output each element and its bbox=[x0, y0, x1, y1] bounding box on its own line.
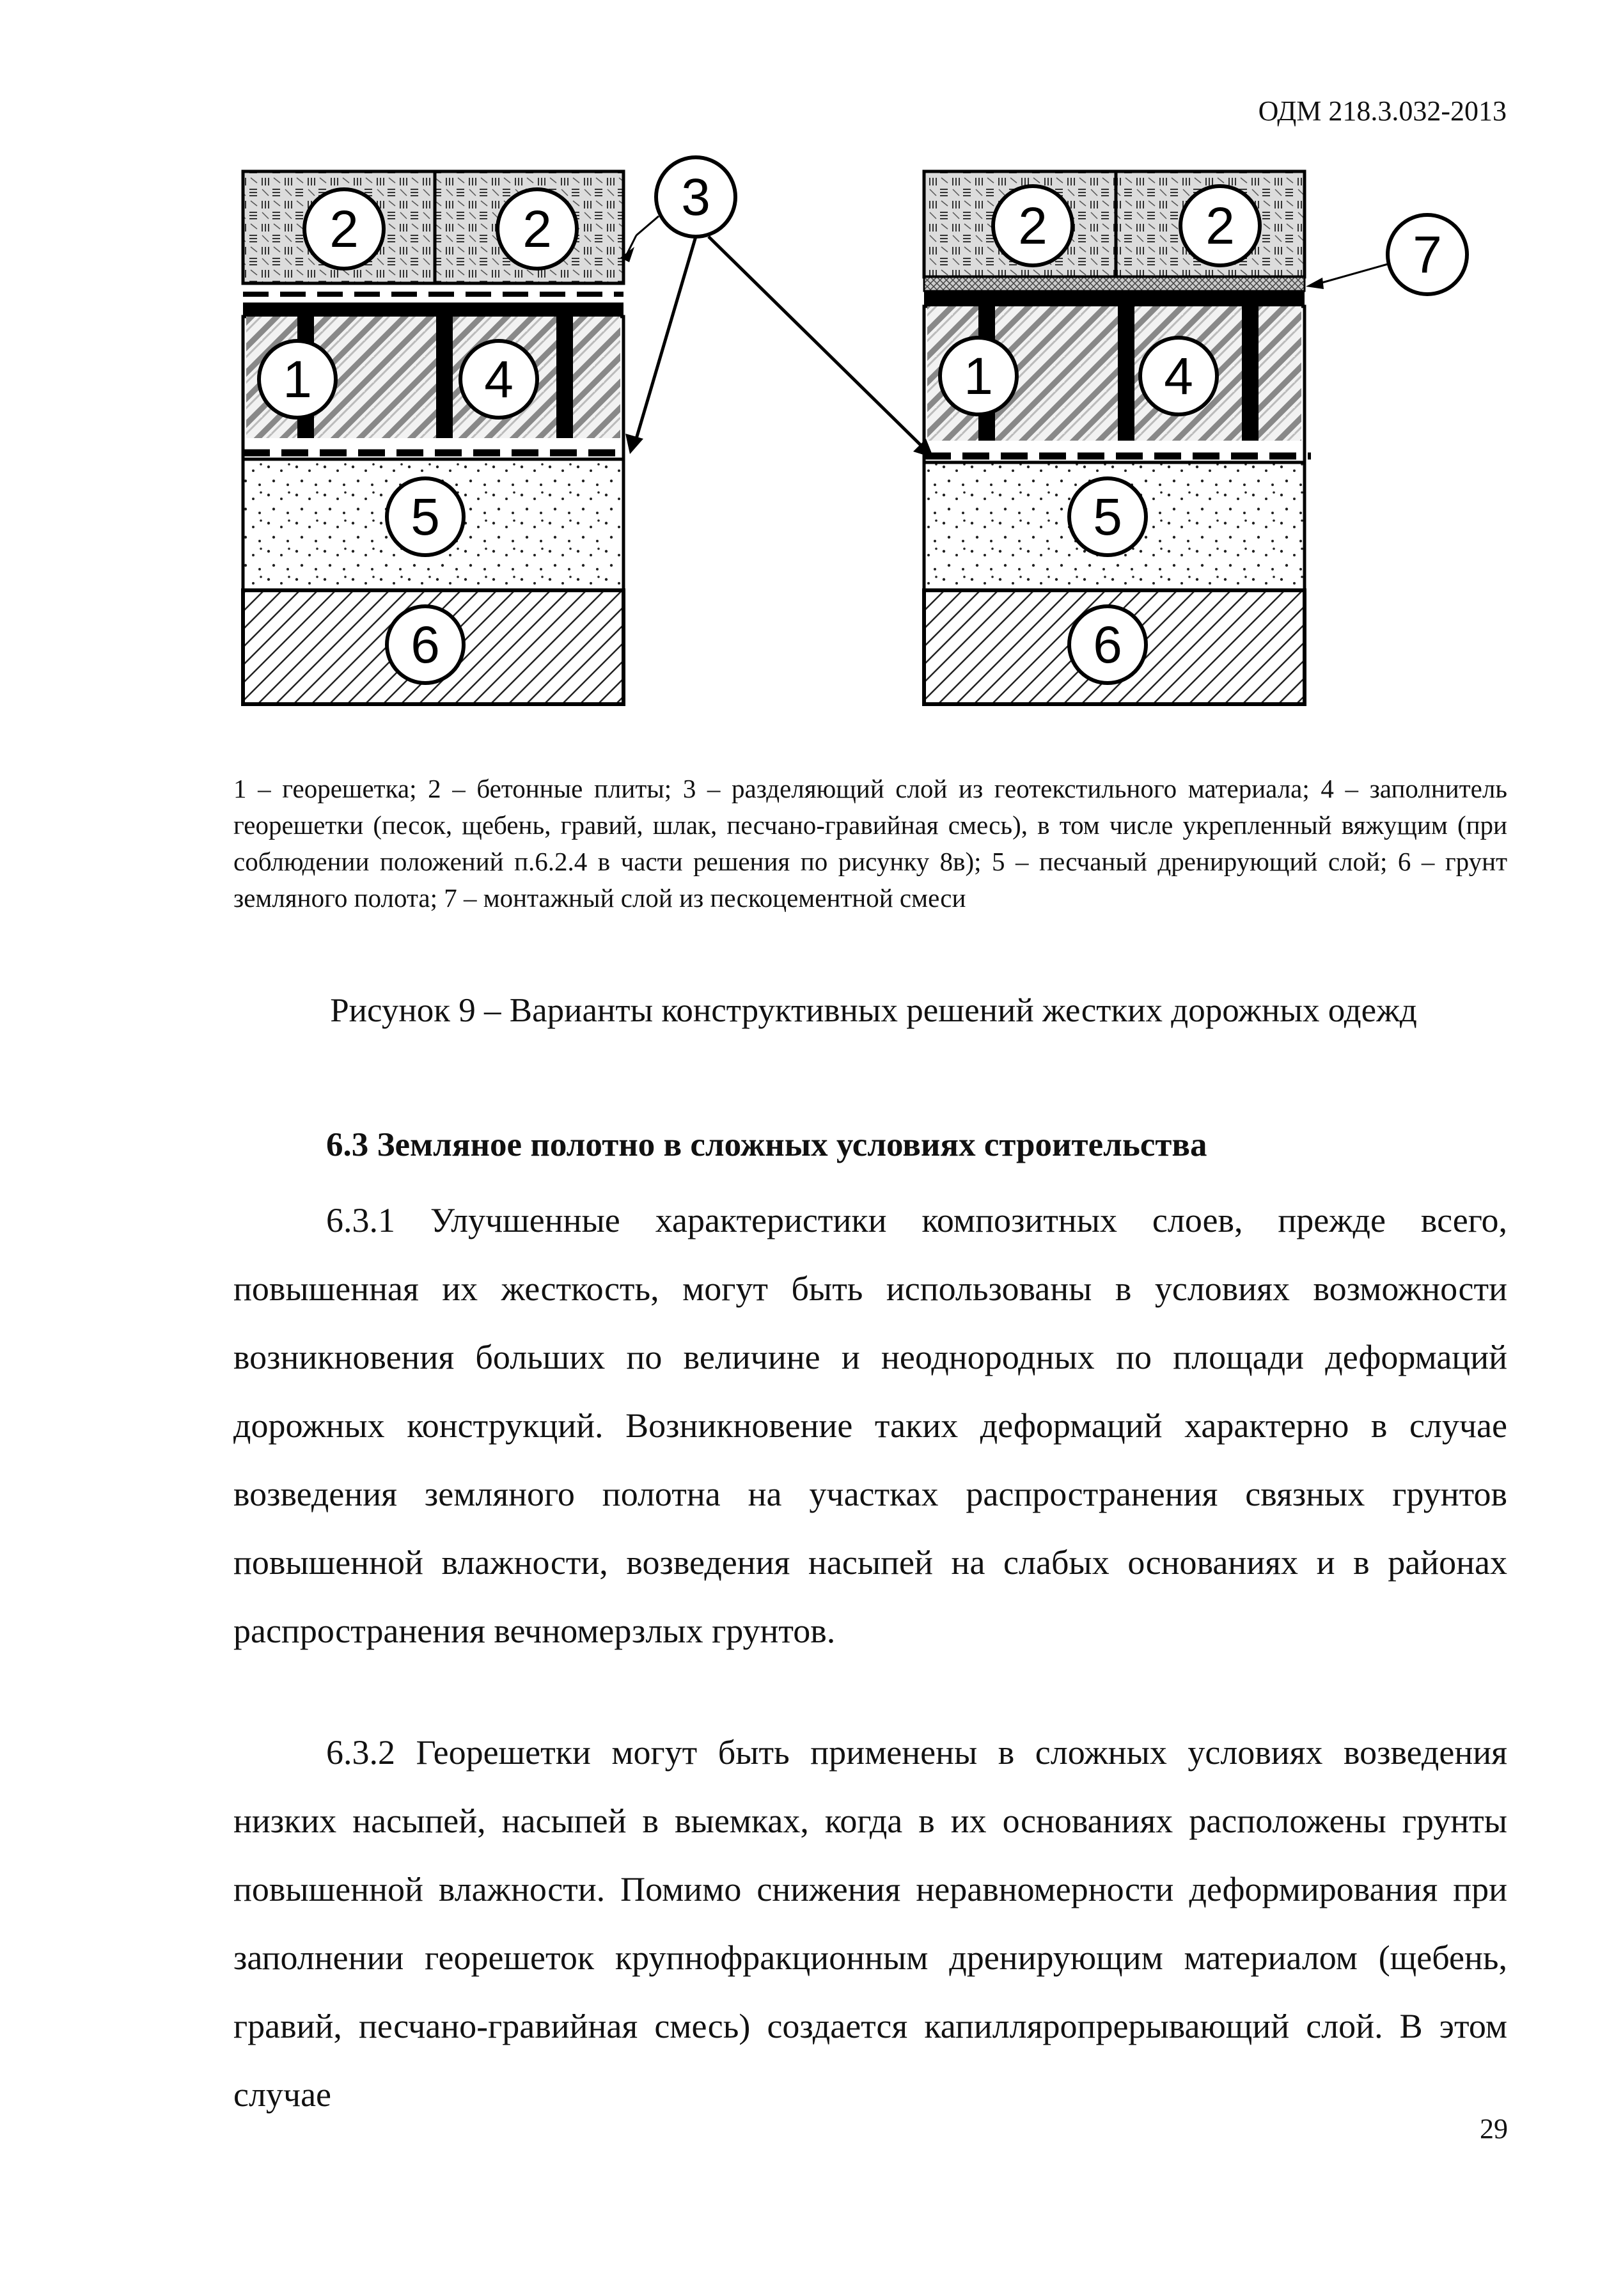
figure-label: 3 bbox=[681, 168, 710, 226]
page-number: 29 bbox=[1480, 2113, 1508, 2144]
section-heading: 6.3 Земляное полотно в сложных условиях строительства bbox=[326, 1126, 1207, 1163]
figure-legend: 1 – георешетка; 2 – бетонные плиты; 3 – разделяющий слой из геотекстильного материала; 4 – заполнитель георешетки (песок, щебень, гравий, шлак, песчано-гравийная смесь), в том числе укрепленный вяжущим (при соблюдении положений п.6.2.4 в части решения по рисунку 8в); 5 – песчаный дренирующий слой; 6 – грунт земляного полота; 7 – монтажный слой из пескоцементной смеси bbox=[233, 774, 1507, 913]
label-2-left-b bbox=[498, 189, 577, 269]
figure-label: 2 bbox=[522, 200, 552, 258]
label-2-left-a bbox=[304, 189, 384, 269]
label-2-right-b bbox=[1180, 186, 1260, 265]
figure-label: 5 bbox=[411, 488, 440, 546]
right-diagram bbox=[924, 171, 1311, 704]
callout-7 bbox=[1306, 215, 1467, 294]
figure-label: 6 bbox=[1093, 616, 1122, 674]
figure-label: 4 bbox=[1164, 347, 1193, 405]
label-4-left bbox=[460, 341, 537, 418]
figure-label: 7 bbox=[1413, 226, 1442, 284]
figure-label: 6 bbox=[411, 616, 440, 674]
label-1-left bbox=[259, 341, 336, 418]
figure-9 bbox=[237, 152, 1513, 709]
figure-label: 1 bbox=[283, 350, 312, 409]
figure-caption: Рисунок 9 – Варианты конструктивных решений жестких дорожных одежд bbox=[330, 992, 1417, 1029]
label-6-left bbox=[387, 606, 464, 683]
callout-3 bbox=[620, 157, 934, 458]
figure-label: 2 bbox=[329, 200, 359, 258]
figure-label: 2 bbox=[1018, 197, 1047, 255]
label-2-right-a bbox=[993, 186, 1072, 265]
figure-label: 4 bbox=[484, 350, 514, 409]
label-5-right bbox=[1069, 478, 1146, 555]
figure-label: 2 bbox=[1205, 197, 1235, 255]
label-5-left bbox=[387, 478, 464, 555]
label-1-right bbox=[940, 338, 1017, 414]
paragraph-6-3-1: 6.3.1 Улучшенные характеристики композитных слоев, прежде всего, повышенная их жесткость, могут быть использованы в условиях возможности возникновения больших по величине и неоднородных по площади деформаций дорожных конструкций. Возникновение таких деформаций характерно в случае возведения земляного полотна на участках распространения связных грунтов повышенной влажности, возведения насыпей на слабых основаниях и в районах распространения вечномерзлых грунтов. bbox=[233, 1201, 1507, 1650]
paragraph-6-3-2: 6.3.2 Георешетки могут быть применены в сложных условиях возведения низких насыпей, насыпей в выемках, когда в их основаниях расположены грунты повышенной влажности. Помимо снижения неравномерности деформирования при заполнении георешеток крупнофракционным дренирующим материалом (щебень, гравий, песчано-гравийная смесь) создается капилляропрерывающий слой. В этом случае bbox=[233, 1733, 1507, 2114]
document-id: ОДМ 218.3.032-2013 bbox=[1258, 95, 1507, 127]
figure-label: 1 bbox=[964, 347, 993, 405]
label-4-right bbox=[1140, 338, 1217, 414]
left-diagram bbox=[243, 171, 623, 704]
figure-label: 5 bbox=[1093, 488, 1122, 546]
label-6-right bbox=[1069, 606, 1146, 683]
